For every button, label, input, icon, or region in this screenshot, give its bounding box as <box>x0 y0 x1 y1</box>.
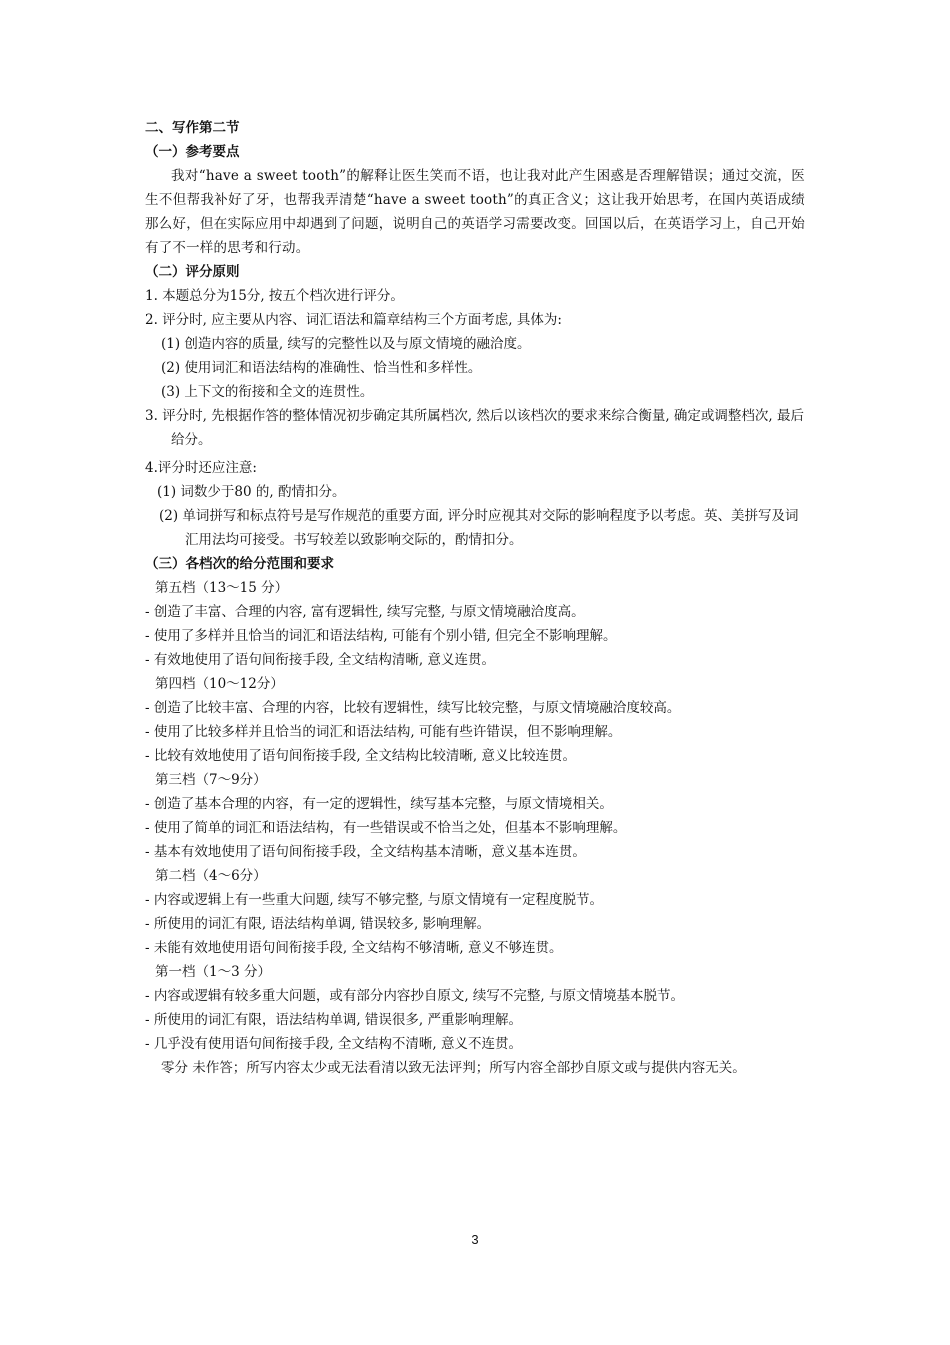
rule-item-2-sub: (1) 创造内容的质量, 续写的完整性以及与原文情境的融洽度。 <box>161 336 531 352</box>
part2-heading: （二）评分原则 <box>145 264 240 280</box>
page-number: 3 <box>471 1232 479 1247</box>
rule-item-3: 3. 评分时, 先根据作答的整体情况初步确定其所属档次, 然后以该档次的要求来综合衡量, 确定或调整档次, 最后给分。 <box>145 408 805 448</box>
level-point: - 内容或逻辑上有一些重大问题, 续写不够完整, 与原文情境有一定程度脱节。 <box>145 892 604 908</box>
level-title: 第二档（4～6分） <box>155 868 267 884</box>
zero-score-rule: 零分 未作答；所写内容太少或无法看清以致无法评判；所写内容全部抄自原文或与提供内容无关。 <box>161 1060 746 1076</box>
level-title: 第四档（10～12分） <box>155 676 284 692</box>
level-point: - 基本有效地使用了语句间衔接手段，全文结构基本清晰，意义基本连贯。 <box>145 844 586 860</box>
rule-item-4: 4.评分时还应注意: <box>145 460 257 476</box>
level-title: 第五档（13～15 分） <box>155 580 289 596</box>
level-point: - 比较有效地使用了语句间衔接手段, 全文结构比较清晰, 意义比较连贯。 <box>145 748 577 764</box>
document-body <box>145 116 805 1080</box>
part1-heading: （一）参考要点 <box>145 144 240 160</box>
rule-item-2: 2. 评分时, 应主要从内容、词汇语法和篇章结构三个方面考虑, 具体为: <box>145 312 562 328</box>
level-point: - 创造了比较丰富、合理的内容，比较有逻辑性，续写比较完整，与原文情境融洽度较高。 <box>145 700 681 716</box>
level-point: - 几乎没有使用语句间衔接手段, 全文结构不清晰, 意义不连贯。 <box>145 1036 523 1052</box>
reference-points-paragraph: 我对“have a sweet tooth”的解释让医生笑而不语，也让我对此产生困惑是否理解错误；通过交流，医生不但帮我补好了牙，也帮我弄清楚“have a sweet tooth”的真正含义；这让我开始思考，在国内英语成绩那么好，但在实际应用中却遇到了问题，说明自己的英语学习需要改变。回国以后，在英语学习上，自己开始有了不一样的思考和行动。 <box>145 168 805 256</box>
rule-item-2-sub: (3) 上下文的衔接和全文的连贯性。 <box>161 384 374 400</box>
level-point: - 使用了多样并且恰当的词汇和语法结构, 可能有个别小错, 但完全不影响理解。 <box>145 628 617 644</box>
rule-item-1: 1. 本题总分为15分, 按五个档次进行评分。 <box>145 288 404 304</box>
rule-item-4-sub: (1) 词数少于80 的, 酌情扣分。 <box>157 484 346 500</box>
part3-heading: （三）各档次的给分范围和要求 <box>145 556 334 572</box>
section-title: 二、写作第二节 <box>145 120 240 136</box>
level-point: - 创造了丰富、合理的内容, 富有逻辑性, 续写完整, 与原文情境融洽度高。 <box>145 604 585 620</box>
level-point: - 使用了简单的词汇和语法结构，有一些错误或不恰当之处，但基本不影响理解。 <box>145 820 627 836</box>
level-point: - 内容或逻辑有较多重大问题，或有部分内容抄自原文, 续写不完整, 与原文情境基本脱节。 <box>145 988 685 1004</box>
rule-item-2-sub: (2) 使用词汇和语法结构的准确性、恰当性和多样性。 <box>161 360 482 376</box>
level-point: - 所使用的词汇有限，语法结构单调, 错误很多, 严重影响理解。 <box>145 1012 523 1028</box>
level-point: - 使用了比较多样并且恰当的词汇和语法结构, 可能有些许错误，但不影响理解。 <box>145 724 622 740</box>
level-point: - 未能有效地使用语句间衔接手段, 全文结构不够清晰, 意义不够连贯。 <box>145 940 563 956</box>
level-point: - 有效地使用了语句间衔接手段, 全文结构清晰, 意义连贯。 <box>145 652 496 668</box>
level-title: 第一档（1～3 分） <box>155 964 271 980</box>
level-point: - 所使用的词汇有限, 语法结构单调, 错误较多, 影响理解。 <box>145 916 491 932</box>
rule-item-4-sub: (2) 单词拼写和标点符号是写作规范的重要方面, 评分时应视其对交际的影响程度予以考虑。英、美拼写及词汇用法均可接受。书写较差以致影响交际的，酌情扣分。 <box>159 508 799 548</box>
level-point: - 创造了基本合理的内容，有一定的逻辑性，续写基本完整，与原文情境相关。 <box>145 796 613 812</box>
level-title: 第三档（7～9分） <box>155 772 267 788</box>
